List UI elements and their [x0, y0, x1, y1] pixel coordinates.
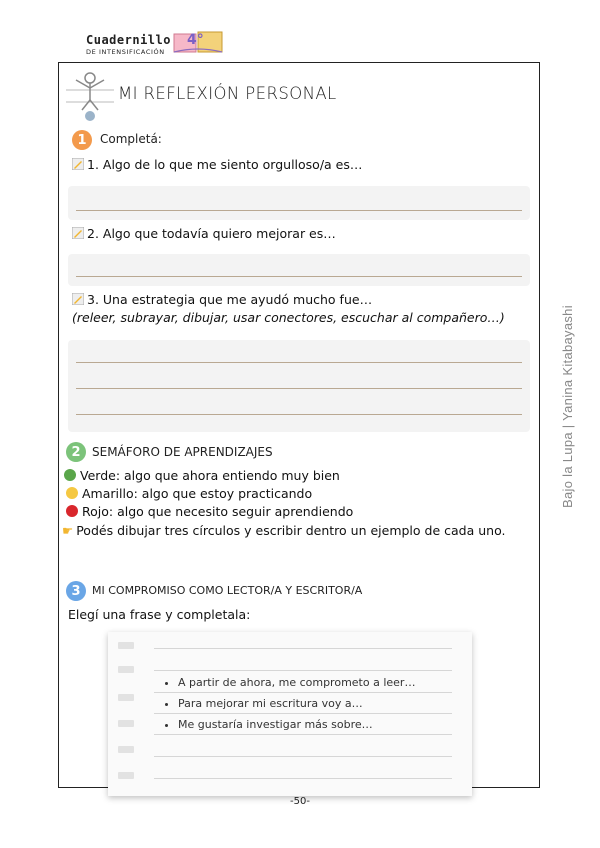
- paper-hole: [118, 666, 134, 673]
- question-3: [72, 292, 372, 307]
- logo-number: 4°: [187, 32, 204, 48]
- semaphore-green: [64, 468, 340, 483]
- question-3-text: 3. Una estrategia que me ayudó mucho fue…: [87, 292, 373, 307]
- part1-label: Completá:: [100, 132, 162, 146]
- pencil-icon: [72, 227, 84, 239]
- paper-line: [154, 778, 452, 779]
- list-item: • Me gustaría investigar más sobre…: [178, 714, 415, 735]
- pointing-hand-icon: ☛: [62, 523, 74, 538]
- book-logo: [172, 28, 226, 56]
- paper-line: [154, 670, 452, 671]
- commitment-options: [164, 672, 415, 735]
- part2-label: SEMÁFORO DE APRENDIZAJES: [92, 445, 273, 459]
- step-number-3: 3: [66, 581, 86, 601]
- yellow-circle-icon: [66, 487, 78, 499]
- booklet-title: Cuadernillo: [86, 33, 171, 47]
- question-1-text: 1. Algo de lo que me siento orgulloso/a es…: [87, 157, 363, 172]
- paper-hole: [118, 720, 134, 727]
- step-number-1: 1: [72, 130, 92, 150]
- pencil-icon: [72, 158, 84, 170]
- answer-line: [76, 276, 522, 277]
- paper-hole: [118, 746, 134, 753]
- list-item: • Para mejorar mi escritura voy a…: [178, 693, 415, 714]
- semaphore-tip: [62, 522, 508, 540]
- booklet-subtitle: DE INTENSIFICACIÓN: [86, 48, 165, 56]
- semaphore-yellow: [66, 486, 312, 501]
- paper-line: [154, 648, 452, 649]
- answer-line: [76, 362, 522, 363]
- balance-figure-icon: [66, 70, 114, 122]
- question-2: [72, 226, 336, 241]
- question-2-text: 2. Algo que todavía quiero mejorar es…: [87, 226, 336, 241]
- semaphore-yellow-text: Amarillo: algo que estoy practicando: [82, 486, 313, 501]
- semaphore-tip-text: Podés dibujar tres círculos y escribir dentro un ejemplo de cada uno.: [76, 523, 506, 538]
- notebook-paper: [108, 632, 472, 796]
- red-circle-icon: [66, 505, 78, 517]
- step-number-2: 2: [66, 442, 86, 462]
- part3-label: MI COMPROMISO COMO LECTOR/A Y ESCRITOR/A: [92, 584, 363, 597]
- author-credit: Bajo la Lupa | Yanina Kitabayashi: [560, 305, 575, 508]
- semaphore-red: [66, 504, 353, 519]
- answer-box-1[interactable]: [68, 186, 530, 220]
- answer-line: [76, 210, 522, 211]
- green-circle-icon: [64, 469, 76, 481]
- question-3-hint: (releer, subrayar, dibujar, usar conectores, escuchar al compañero…): [72, 310, 505, 325]
- part3-instruction: Elegí una frase y completala:: [68, 607, 251, 622]
- page-number: -50-: [290, 796, 310, 807]
- semaphore-green-text: Verde: algo que ahora entiendo muy bien: [80, 468, 340, 483]
- pencil-icon: [72, 293, 84, 305]
- answer-line: [76, 414, 522, 415]
- page-title: MI REFLEXIÓN PERSONAL: [118, 84, 337, 103]
- answer-box-2[interactable]: [68, 254, 530, 286]
- question-1: [72, 157, 362, 172]
- semaphore-red-text: Rojo: algo que necesito seguir aprendiendo: [82, 504, 354, 519]
- paper-hole: [118, 694, 134, 701]
- answer-line: [76, 388, 522, 389]
- paper-line: [154, 756, 452, 757]
- list-item: • A partir de ahora, me comprometo a leer…: [178, 672, 415, 693]
- answer-box-3[interactable]: [68, 340, 530, 432]
- paper-hole: [118, 642, 134, 649]
- paper-hole: [118, 772, 134, 779]
